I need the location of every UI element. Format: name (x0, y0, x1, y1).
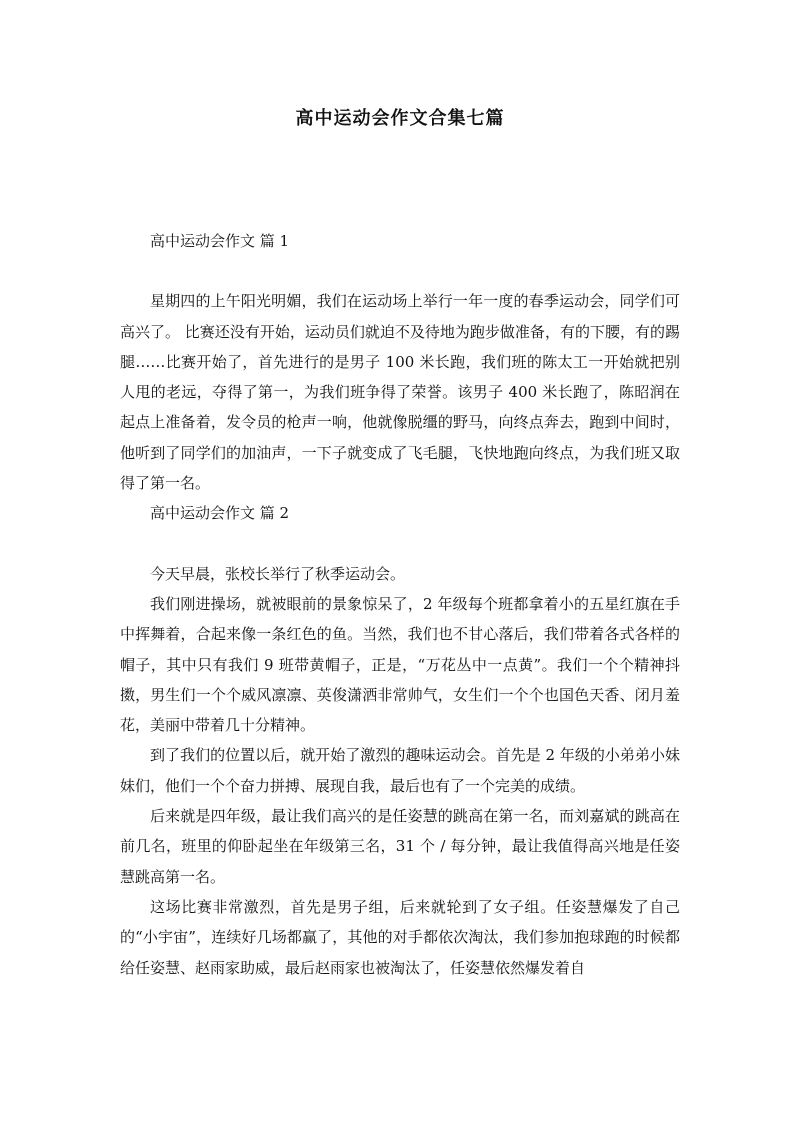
essay-1-paragraph-1: 星期四的上午阳光明媚，我们在运动场上举行一年一度的春季运动会，同学们可高兴了。 比赛还没有开始，运动员们就迫不及待地为跑步做准备，有的下腰，有的踢腿……比赛开始了，首先进行的是男子 100 米长跑，我们班的陈太工一开始就把别人甩的老远，夺得了第一，为我们班争得了荣誉。该男子 400 米长跑了，陈昭润在起点上准备着，发令员的枪声一响，他就像脱缰的野马，向终点奔去，跑到中间时，他听到了同学们的加油声，一下子就变成了飞毛腿，飞快地跑向终点，为我们班又取得了第一名。 (120, 292, 680, 493)
essay-2-paragraph-1: 今天早晨，张校长举行了秋季运动会。 (150, 564, 406, 583)
spacer (120, 529, 680, 559)
essay-2-heading: 高中运动会作文 篇 2 (150, 504, 290, 523)
spacer (120, 256, 680, 286)
essay-2-paragraph-2: 我们刚进操场，就被眼前的景象惊呆了，2 年级每个班都拿着小的五星红旗在手中挥舞着，合起来像一条红色的鱼。当然，我们也不甘心落后，我们带着各式各样的帽子，其中只有我们 9 班带黄帽子，正是，“万花丛中一点黄”。我们一个个精神抖擞，男生们一个个威风凛凛、英俊潇洒非常帅气，女生们一个个也国色天香、闭月羞花，美丽中带着几十分精神。 (120, 594, 680, 735)
essay-2-paragraph-4: 后来就是四年级，最让我们高兴的是任姿慧的跳高在第一名，而刘嘉斌的跳高在前几名，班里的仰卧起坐在年级第三名，31 个 / 每分钟，最让我值得高兴地是任姿慧跳高第一名。 (120, 807, 680, 886)
essay-2-paragraph-5: 这场比赛非常激烈，首先是男子组，后来就轮到了女子组。任姿慧爆发了自己的“小宇宙”，连续好几场都赢了，其他的对手都依次淘汰，我们参加抱球跑的时候都给任姿慧、赵雨家助威，最后赵雨家也被淘汰了，任姿慧依然爆发着自 (120, 897, 680, 977)
document-body (120, 226, 680, 983)
essay-2-paragraph-3: 到了我们的位置以后，就开始了激烈的趣味运动会。首先是 2 年级的小弟弟小妹妹们，他们一个个奋力拼搏、展现自我，最后也有了一个完美的成绩。 (120, 746, 680, 795)
document-title: 高中运动会作文合集七篇 (295, 108, 505, 129)
essay-1-heading: 高中运动会作文 篇 1 (150, 232, 290, 250)
